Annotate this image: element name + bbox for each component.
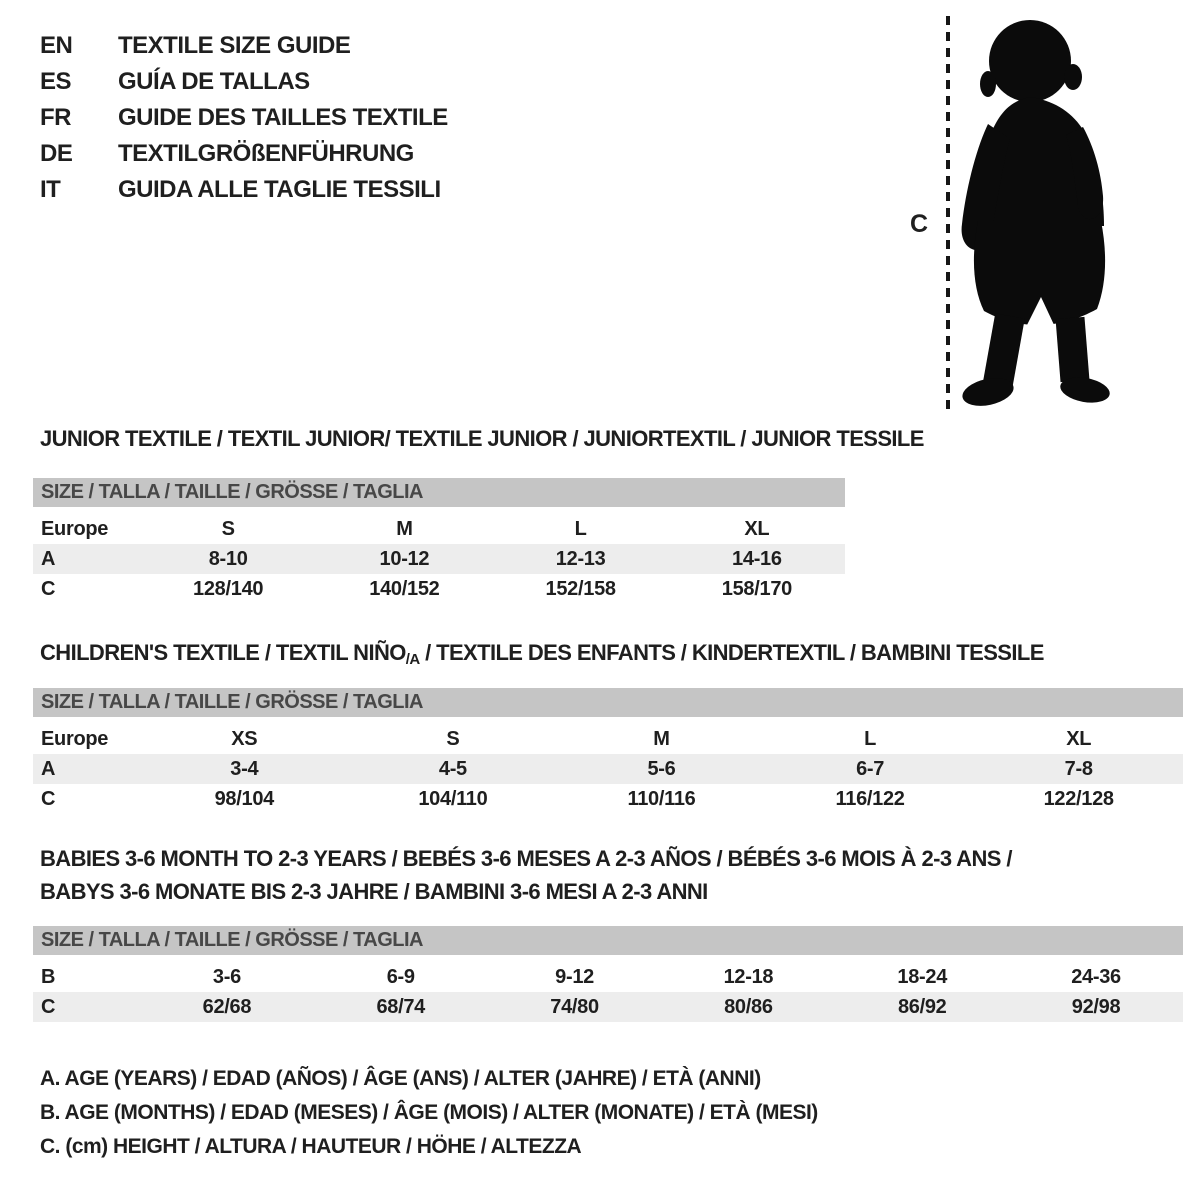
babies-title-line2: BABYS 3-6 MONATE BIS 2-3 JAHRE / BAMBINI 3-6 MESI A 2-3 ANNI [40,879,708,904]
language-row-de [40,136,448,172]
age-cell: 10-12 [379,547,430,570]
size-column-header: SIZE / TALLA / TAILLE / GRÖSSE / TAGLIA [33,478,845,507]
table-row-height [33,992,1183,1022]
age-cell: 8-10 [208,547,248,570]
height-cell: 128/140 [193,577,264,600]
height-cell: 158/170 [721,577,792,600]
legend-line-a: A. AGE (YEARS) / EDAD (AÑOS) / ÂGE (ANS) / ALTER (JAHRE) / ETÀ (ANNI) [40,1067,761,1090]
children-title-subscript: /A [405,651,420,668]
height-cell: 104/110 [418,787,488,810]
height-measure-label: C [910,210,929,238]
language-row-it [40,172,448,208]
row-label: Europe [41,517,109,540]
age-cell: 12-13 [555,547,606,570]
language-title: TEXTILE SIZE GUIDE [118,32,351,59]
age-cell: 14-16 [732,547,782,570]
size-column-header: SIZE / TALLA / TAILLE / GRÖSSE / TAGLIA [33,926,1183,955]
language-title: GUIDA ALLE TAGLIE TESSILI [118,176,441,203]
toddler-silhouette-icon [958,10,1148,412]
language-row-es [40,64,448,100]
size-cell: XL [744,517,770,540]
language-row-fr [40,100,448,136]
age-months-cell: 6-9 [386,965,415,988]
language-code: DE [40,140,73,167]
language-code: IT [40,176,61,203]
junior-size-table [33,478,845,604]
table-row-height [33,574,845,604]
age-cell: 7-8 [1064,757,1093,780]
table-row-age-months [33,962,1183,992]
language-code: EN [40,32,73,59]
language-code: ES [40,68,72,95]
height-cell: 74/80 [550,995,599,1018]
language-title: TEXTILGRÖßENFÜHRUNG [118,140,414,167]
language-title: GUIDE DES TAILLES TEXTILE [118,104,448,131]
table-row-age [33,754,1183,784]
children-title-suffix: / TEXTILE DES ENFANTS / KINDERTEXTIL / BAMBINI TESSILE [419,640,1044,665]
height-cell: 110/116 [627,787,696,810]
size-cell: S [446,727,460,750]
size-cell: S [221,517,235,540]
height-cell: 152/158 [545,577,616,600]
height-cell: 68/74 [376,995,426,1018]
table-row-europe [33,724,1183,754]
age-cell: 5-6 [647,757,676,780]
age-months-cell: 9-12 [555,965,594,988]
age-cell: 6-7 [856,757,885,780]
age-cell: 4-5 [438,757,467,780]
junior-section-title: JUNIOR TEXTILE / TEXTIL JUNIOR/ TEXTILE JUNIOR / JUNIORTEXTIL / JUNIOR TESSILE [40,426,924,451]
row-label: C [41,787,56,810]
row-label: C [41,995,56,1018]
children-section-title [40,640,1044,668]
size-cell: M [653,727,670,750]
height-cell: 80/86 [724,995,773,1018]
height-cell: 140/152 [369,577,440,600]
table-row-age [33,544,845,574]
table-row-height [33,784,1183,814]
height-cell: 122/128 [1043,787,1114,810]
height-cell: 116/122 [835,787,905,810]
size-cell: M [396,517,413,540]
size-cell: L [574,517,587,540]
language-code: FR [40,104,71,131]
row-label: C [41,577,56,600]
language-title: GUÍA DE TALLAS [118,68,310,95]
babies-size-table [33,926,1183,1022]
row-label: B [41,965,56,988]
size-column-header: SIZE / TALLA / TAILLE / GRÖSSE / TAGLIA [33,688,1183,717]
size-cell: XL [1066,727,1092,750]
age-months-cell: 3-6 [212,965,241,988]
age-months-cell: 18-24 [897,965,948,988]
row-label: A [41,757,56,780]
row-label: Europe [41,727,109,750]
row-label: A [41,547,56,570]
height-cell: 98/104 [214,787,274,810]
size-cell: XS [231,727,258,750]
age-months-cell: 12-18 [723,965,774,988]
babies-title-line1: BABIES 3-6 MONTH TO 2-3 YEARS / BEBÉS 3-6 MESES A 2-3 AÑOS / BÉBÉS 3-6 MOIS À 2-3 ANS / [40,846,1012,871]
children-size-table [33,688,1183,814]
age-months-cell: 24-36 [1071,965,1121,988]
table-row-europe [33,514,845,544]
babies-section-title [40,842,1012,908]
height-cell: 62/68 [202,995,252,1018]
language-title-list [40,28,448,208]
children-title-prefix: CHILDREN'S TEXTILE / TEXTIL NIÑO [40,640,406,665]
legend-line-c: C. (cm) HEIGHT / ALTURA / HAUTEUR / HÖHE / ALTEZZA [40,1135,582,1158]
height-cell: 86/92 [897,995,947,1018]
legend-line-b: B. AGE (MONTHS) / EDAD (MESES) / ÂGE (MOIS) / ALTER (MONATE) / ETÀ (MESI) [40,1101,818,1124]
size-cell: L [864,727,877,750]
age-cell: 3-4 [230,757,259,780]
height-cell: 92/98 [1071,995,1121,1018]
measure-legend [40,1062,818,1164]
language-row-en [40,28,448,64]
height-measure-dashed-line [946,16,950,416]
